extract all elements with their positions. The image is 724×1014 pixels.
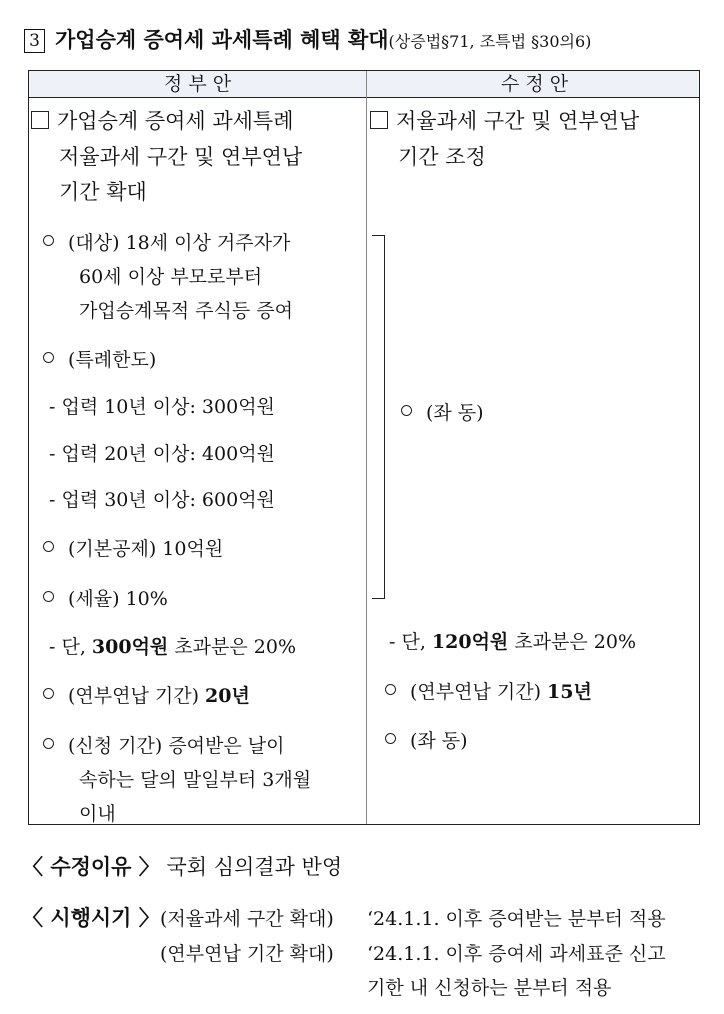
right-heading-line1: 저율과세 구간 및 연부연납 [370, 105, 639, 135]
left-apply-row: (신청 기간) 증여받은 날이 [43, 731, 285, 758]
left-deduction-row: (기본공제) 10억원 [43, 534, 223, 561]
column-divider [366, 71, 367, 824]
left-heading-line2: 저율과세 구간 및 연부연납 [59, 145, 303, 169]
checkbox-square-icon [370, 111, 388, 129]
left-rate-row: (세율) 10% [43, 584, 168, 611]
effective-item2-text: ‘24.1.1. 이후 증여세 과세표준 신고 [367, 943, 666, 965]
checkbox-square-icon [31, 111, 49, 129]
left-limit-item-30y: - 업력 30년 이상: 600억원 [49, 489, 275, 511]
circle-bullet-icon [385, 684, 396, 695]
left-heading-line1: 가업승계 증여세 과세특례 [31, 105, 294, 135]
table-header-row [29, 71, 699, 98]
circle-bullet-icon [385, 733, 396, 744]
effective-date-label: 〈 시행시기 〉 [22, 905, 160, 930]
right-installment-row: (연부연납 기간) 15년 [385, 677, 592, 704]
section-number-box: 3 [24, 29, 45, 53]
circle-bullet-icon [43, 738, 54, 749]
column-header-government-proposal: 정 부 안 [163, 73, 232, 95]
circle-bullet-icon [43, 235, 54, 246]
left-limit-item-20y: - 업력 20년 이상: 400억원 [49, 443, 275, 465]
section-header [24, 24, 591, 54]
law-reference: (상증법§71, 조특법 §30의6) [388, 32, 592, 51]
circle-bullet-icon [43, 688, 54, 699]
left-target-line3: 가업승계목적 주식등 증여 [79, 300, 293, 322]
left-installment-row: (연부연납 기간) 20년 [43, 681, 250, 708]
circle-bullet-icon [43, 352, 54, 363]
revision-reason-row [22, 851, 342, 881]
left-target-line2: 60세 이상 부모로부터 [79, 266, 263, 288]
left-limit-row: (특례한도) [43, 345, 156, 372]
right-same-as-left-2: (좌 동) [385, 726, 468, 753]
left-rate-exception: - 단, 300억원 초과분은 20% [49, 636, 297, 658]
circle-bullet-icon [401, 405, 412, 416]
right-same-as-left: (좌 동) [401, 398, 484, 425]
revision-reason-label: 〈 수정이유 〉 [22, 854, 160, 879]
section-title: 가업승계 증여세 과세특례 혜택 확대 [55, 27, 389, 52]
effective-item2-text-cont: 기한 내 신청하는 분부터 적용 [367, 977, 612, 999]
circle-bullet-icon [43, 591, 54, 602]
column-header-revised-proposal: 수 정 안 [500, 73, 569, 95]
left-apply-line3: 이내 [79, 803, 116, 825]
left-limit-item-10y: - 업력 10년 이상: 300억원 [49, 396, 275, 418]
effective-item2-tag: (연부연납 기간 확대) [160, 943, 334, 965]
left-target-row: (대상) 18세 이상 거주자가 [43, 228, 290, 255]
left-heading-line3: 기간 확대 [59, 180, 147, 204]
revision-reason-text: 국회 심의결과 반영 [166, 855, 343, 879]
comparison-table [28, 70, 700, 825]
left-apply-line2: 속하는 달의 말일부터 3개월 [79, 769, 312, 791]
right-heading-line2: 기간 조정 [398, 145, 486, 169]
effective-item1-text: ‘24.1.1. 이후 증여받는 분부터 적용 [367, 908, 666, 930]
right-rate-exception: - 단, 120억원 초과분은 20% [389, 631, 637, 653]
effective-item1-tag: (저율과세 구간 확대) [160, 908, 334, 930]
grouping-bracket [372, 235, 385, 599]
circle-bullet-icon [43, 541, 54, 552]
